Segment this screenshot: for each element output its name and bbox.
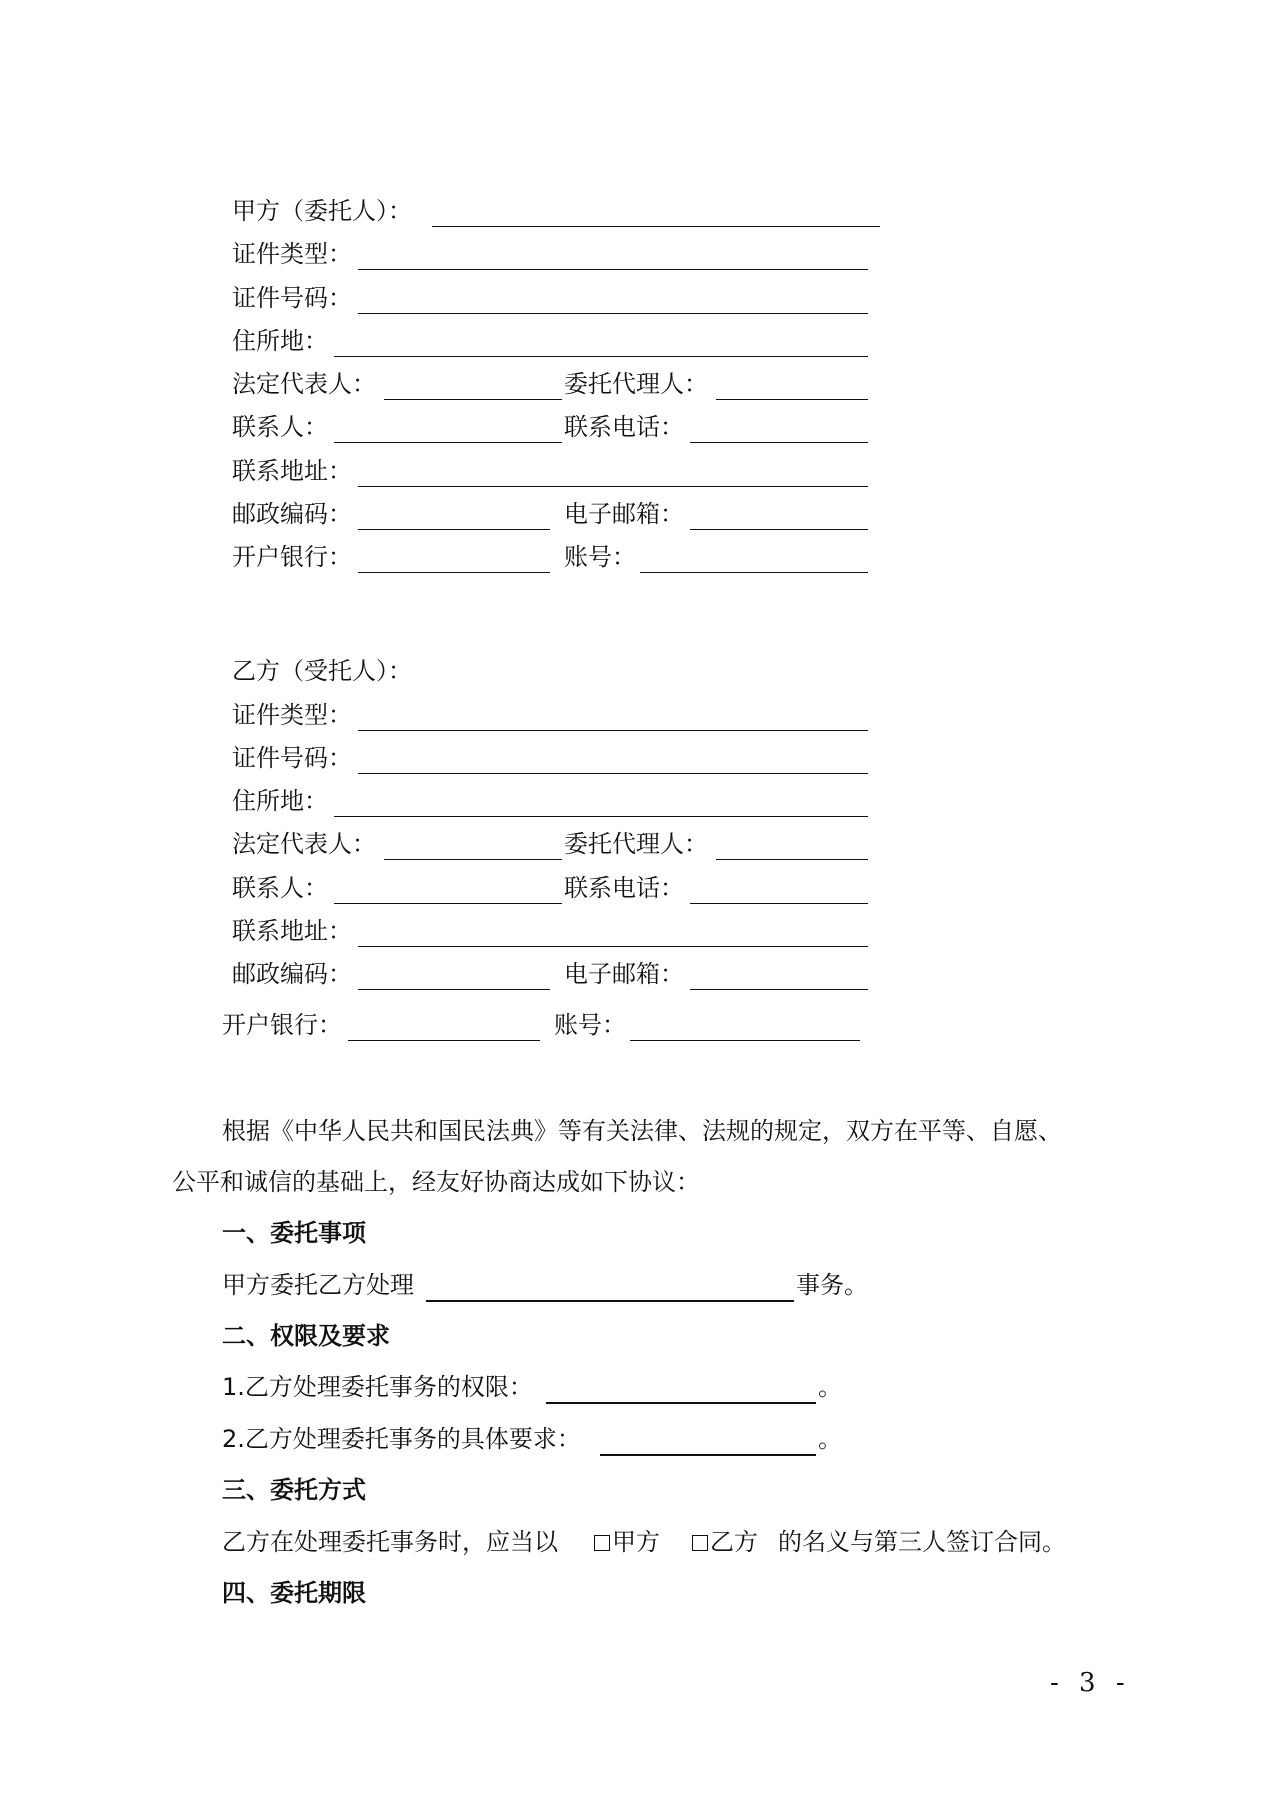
party-b-title: 乙方（受托人）： <box>232 657 412 685</box>
party-b-account-field[interactable] <box>630 1040 860 1041</box>
section-2-heading: 二、权限及要求 <box>222 1322 390 1350</box>
party-b-legal-rep-field[interactable] <box>384 859 562 860</box>
section-1-text-a: 甲方委托乙方处理 <box>222 1271 414 1299</box>
party-b-postcode-field[interactable] <box>358 989 550 990</box>
party-b-phone-field[interactable] <box>690 903 868 904</box>
party-a-bank-label: 开户银行： <box>232 543 352 571</box>
section-4-heading: 四、委托期限 <box>222 1579 366 1607</box>
party-b-bank-label: 开户银行： <box>222 1011 342 1039</box>
party-a-title: 甲方（委托人）： <box>232 197 412 225</box>
party-a-email-field[interactable] <box>690 529 868 530</box>
party-b-id-number-label: 证件号码： <box>232 744 352 772</box>
party-b-email-field[interactable] <box>690 989 868 990</box>
party-a-domicile-field[interactable] <box>334 356 868 357</box>
checkbox-party-b[interactable] <box>692 1535 708 1551</box>
party-b-bank-field[interactable] <box>348 1040 540 1041</box>
party-a-id-type-label: 证件类型： <box>232 240 352 268</box>
section-3-text-b: 的名义与第三人签订合同。 <box>778 1528 1066 1556</box>
party-b-domicile-field[interactable] <box>334 816 868 817</box>
party-b-id-type-label: 证件类型： <box>232 701 352 729</box>
party-a-account-field[interactable] <box>640 572 868 573</box>
section-2-item-2-period: 。 <box>818 1425 842 1453</box>
option-party-b-label: 乙方 <box>710 1528 758 1556</box>
party-b-address-label: 联系地址： <box>232 917 352 945</box>
party-b-agent-label: 委托代理人： <box>564 830 708 858</box>
party-a-postcode-label: 邮政编码： <box>232 500 352 528</box>
section-3-text-a: 乙方在处理委托事务时，应当以 <box>222 1528 558 1556</box>
intro-line-1: 根据《中华人民共和国民法典》等有关法律、法规的规定，双方在平等、自愿、 <box>222 1117 1062 1145</box>
party-b-contact-label: 联系人： <box>232 874 328 902</box>
party-b-contact-field[interactable] <box>334 903 562 904</box>
party-b-phone-label: 联系电话： <box>564 874 684 902</box>
party-a-bank-field[interactable] <box>358 572 550 573</box>
party-a-id-number-label: 证件号码： <box>232 284 352 312</box>
party-a-phone-label: 联系电话： <box>564 413 684 441</box>
party-a-id-type-field[interactable] <box>358 269 868 270</box>
party-a-phone-field[interactable] <box>690 442 868 443</box>
option-party-a[interactable] <box>594 1527 660 1557</box>
section-2-item-2: 2.乙方处理委托事务的具体要求： <box>222 1425 581 1453</box>
party-a-agent-field[interactable] <box>716 399 868 400</box>
option-party-a-label: 甲方 <box>612 1528 660 1556</box>
party-b-agent-field[interactable] <box>716 859 868 860</box>
party-a-address-field[interactable] <box>358 486 868 487</box>
party-a-domicile-label: 住所地： <box>232 327 328 355</box>
party-a-contact-label: 联系人： <box>232 413 328 441</box>
party-a-name-field[interactable] <box>432 226 880 227</box>
party-a-id-number-field[interactable] <box>358 313 868 314</box>
section-2-item-1-period: 。 <box>818 1373 842 1401</box>
section-1-heading: 一、委托事项 <box>222 1219 366 1247</box>
checkbox-party-a[interactable] <box>594 1535 610 1551</box>
party-a-contact-field[interactable] <box>334 442 562 443</box>
requirements-field[interactable] <box>600 1454 816 1456</box>
section-1-text-b: 事务。 <box>796 1271 868 1299</box>
party-b-id-type-field[interactable] <box>358 730 868 731</box>
party-a-agent-label: 委托代理人： <box>564 370 708 398</box>
section-2-item-1: 1.乙方处理委托事务的权限： <box>222 1373 533 1401</box>
party-b-address-field[interactable] <box>358 946 868 947</box>
party-b-legal-rep-label: 法定代表人： <box>232 830 376 858</box>
party-b-domicile-label: 住所地： <box>232 787 328 815</box>
page-number: - 3 - <box>1050 1668 1131 1698</box>
option-party-b[interactable] <box>692 1527 758 1557</box>
party-b-postcode-label: 邮政编码： <box>232 960 352 988</box>
party-b-email-label: 电子邮箱： <box>564 960 684 988</box>
party-a-legal-rep-field[interactable] <box>384 399 562 400</box>
authority-field[interactable] <box>546 1402 816 1404</box>
party-b-account-label: 账号： <box>554 1011 626 1039</box>
section-3-heading: 三、委托方式 <box>222 1476 366 1504</box>
party-a-account-label: 账号： <box>564 543 636 571</box>
party-a-email-label: 电子邮箱： <box>564 500 684 528</box>
party-a-legal-rep-label: 法定代表人： <box>232 370 376 398</box>
intro-line-2: 公平和诚信的基础上，经友好协商达成如下协议： <box>172 1168 700 1196</box>
party-a-address-label: 联系地址： <box>232 457 352 485</box>
party-b-id-number-field[interactable] <box>358 773 868 774</box>
entrusted-matter-field[interactable] <box>426 1300 794 1302</box>
party-a-postcode-field[interactable] <box>358 529 550 530</box>
